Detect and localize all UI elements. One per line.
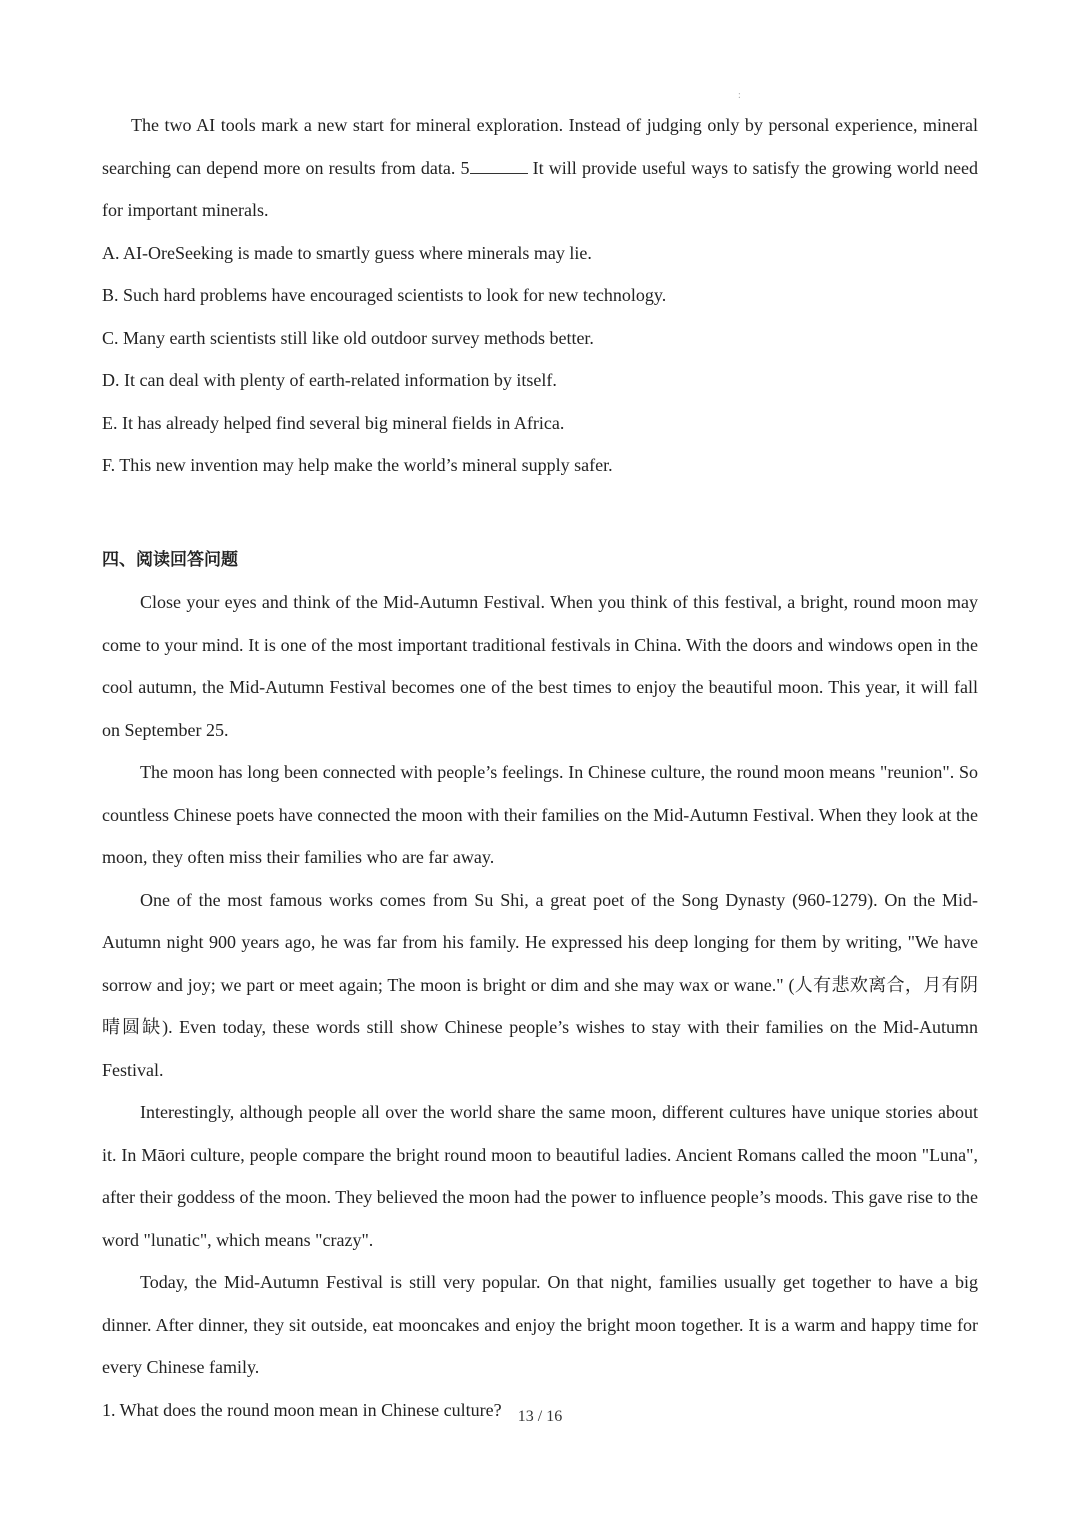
option-a: A. AI-OreSeeking is made to smartly guess where minerals may lie. <box>102 242 592 263</box>
section-heading: 四、阅读回答问题 <box>102 549 238 570</box>
option-b: B. Such hard problems have encouraged scientists to look for new technology. <box>102 285 667 305</box>
answer-blank-5[interactable] <box>470 157 528 174</box>
task-paragraph <box>102 104 978 232</box>
question-1: 1. What does the round moon mean in Chinese culture? <box>102 1399 502 1420</box>
scan-speck: : <box>738 90 741 101</box>
passage-paragraph-4: Interestingly, although people all over the world share the same moon, different cultures have unique stories about it. In Māori culture, people compare the bright round moon to beautiful ladies. Ancient Romans called the moon "Luna", after their goddess of the moon. They believed the moon had the power to influence people’s moods. This gave rise to the word "lunatic", which means "crazy". <box>102 1102 978 1250</box>
document-page <box>102 104 978 1431</box>
option-f: F. This new invention may help make the world’s mineral supply safer. <box>102 455 613 475</box>
passage-paragraph-1: Close your eyes and think of the Mid-Autumn Festival. When you think of this festival, a bright, round moon may come to your mind. It is one of the most important traditional festivals in China. With the doors and windows open in the cool autumn, the Mid-Autumn Festival becomes one of the best times to enjoy the beautiful moon. This year, it will fall on September 25. <box>102 592 978 740</box>
option-d: D. It can deal with plenty of earth-related information by itself. <box>102 370 557 390</box>
passage-paragraph-3: One of the most famous works comes from Su Shi, a great poet of the Song Dynasty (960-1279). On the Mid-Autumn night 900 years ago, he was far from his family. He expressed his deep longing for them by writing, "We have sorrow and joy; we part or meet again; The moon is bright or dim and she may wax or wane." (人有悲欢离合，月有阴晴圆缺). Even today, these words still show Chinese people’s wishes to stay with their families on the Mid-Autumn Festival. <box>102 889 978 1080</box>
option-e: E. It has already helped find several big mineral fields in Africa. <box>102 412 565 433</box>
task-paragraph-end: It will provide useful ways to satisfy the growing world need for important minerals. <box>102 157 978 220</box>
page-number: 13 / 16 <box>517 1408 563 1425</box>
option-c: C. Many earth scientists still like old outdoor survey methods better. <box>102 327 594 348</box>
task-paragraph-start: The two AI tools mark a new start for mineral exploration. Instead of judging only by personal experience, mineral searching can depend more on results from data. 5 <box>102 115 978 178</box>
passage-paragraph-5: Today, the Mid-Autumn Festival is still very popular. On that night, families usually get together to have a big dinner. After dinner, they sit outside, eat mooncakes and enjoy the bright moon together. It is a warm and happy time for every Chinese family. <box>102 1272 978 1377</box>
passage-paragraph-2: The moon has long been connected with people’s feelings. In Chinese culture, the round moon means "reunion". So countless Chinese poets have connected the moon with their families on the Mid-Autumn Festival. When they look at the moon, they often miss their families who are far away. <box>102 762 978 867</box>
